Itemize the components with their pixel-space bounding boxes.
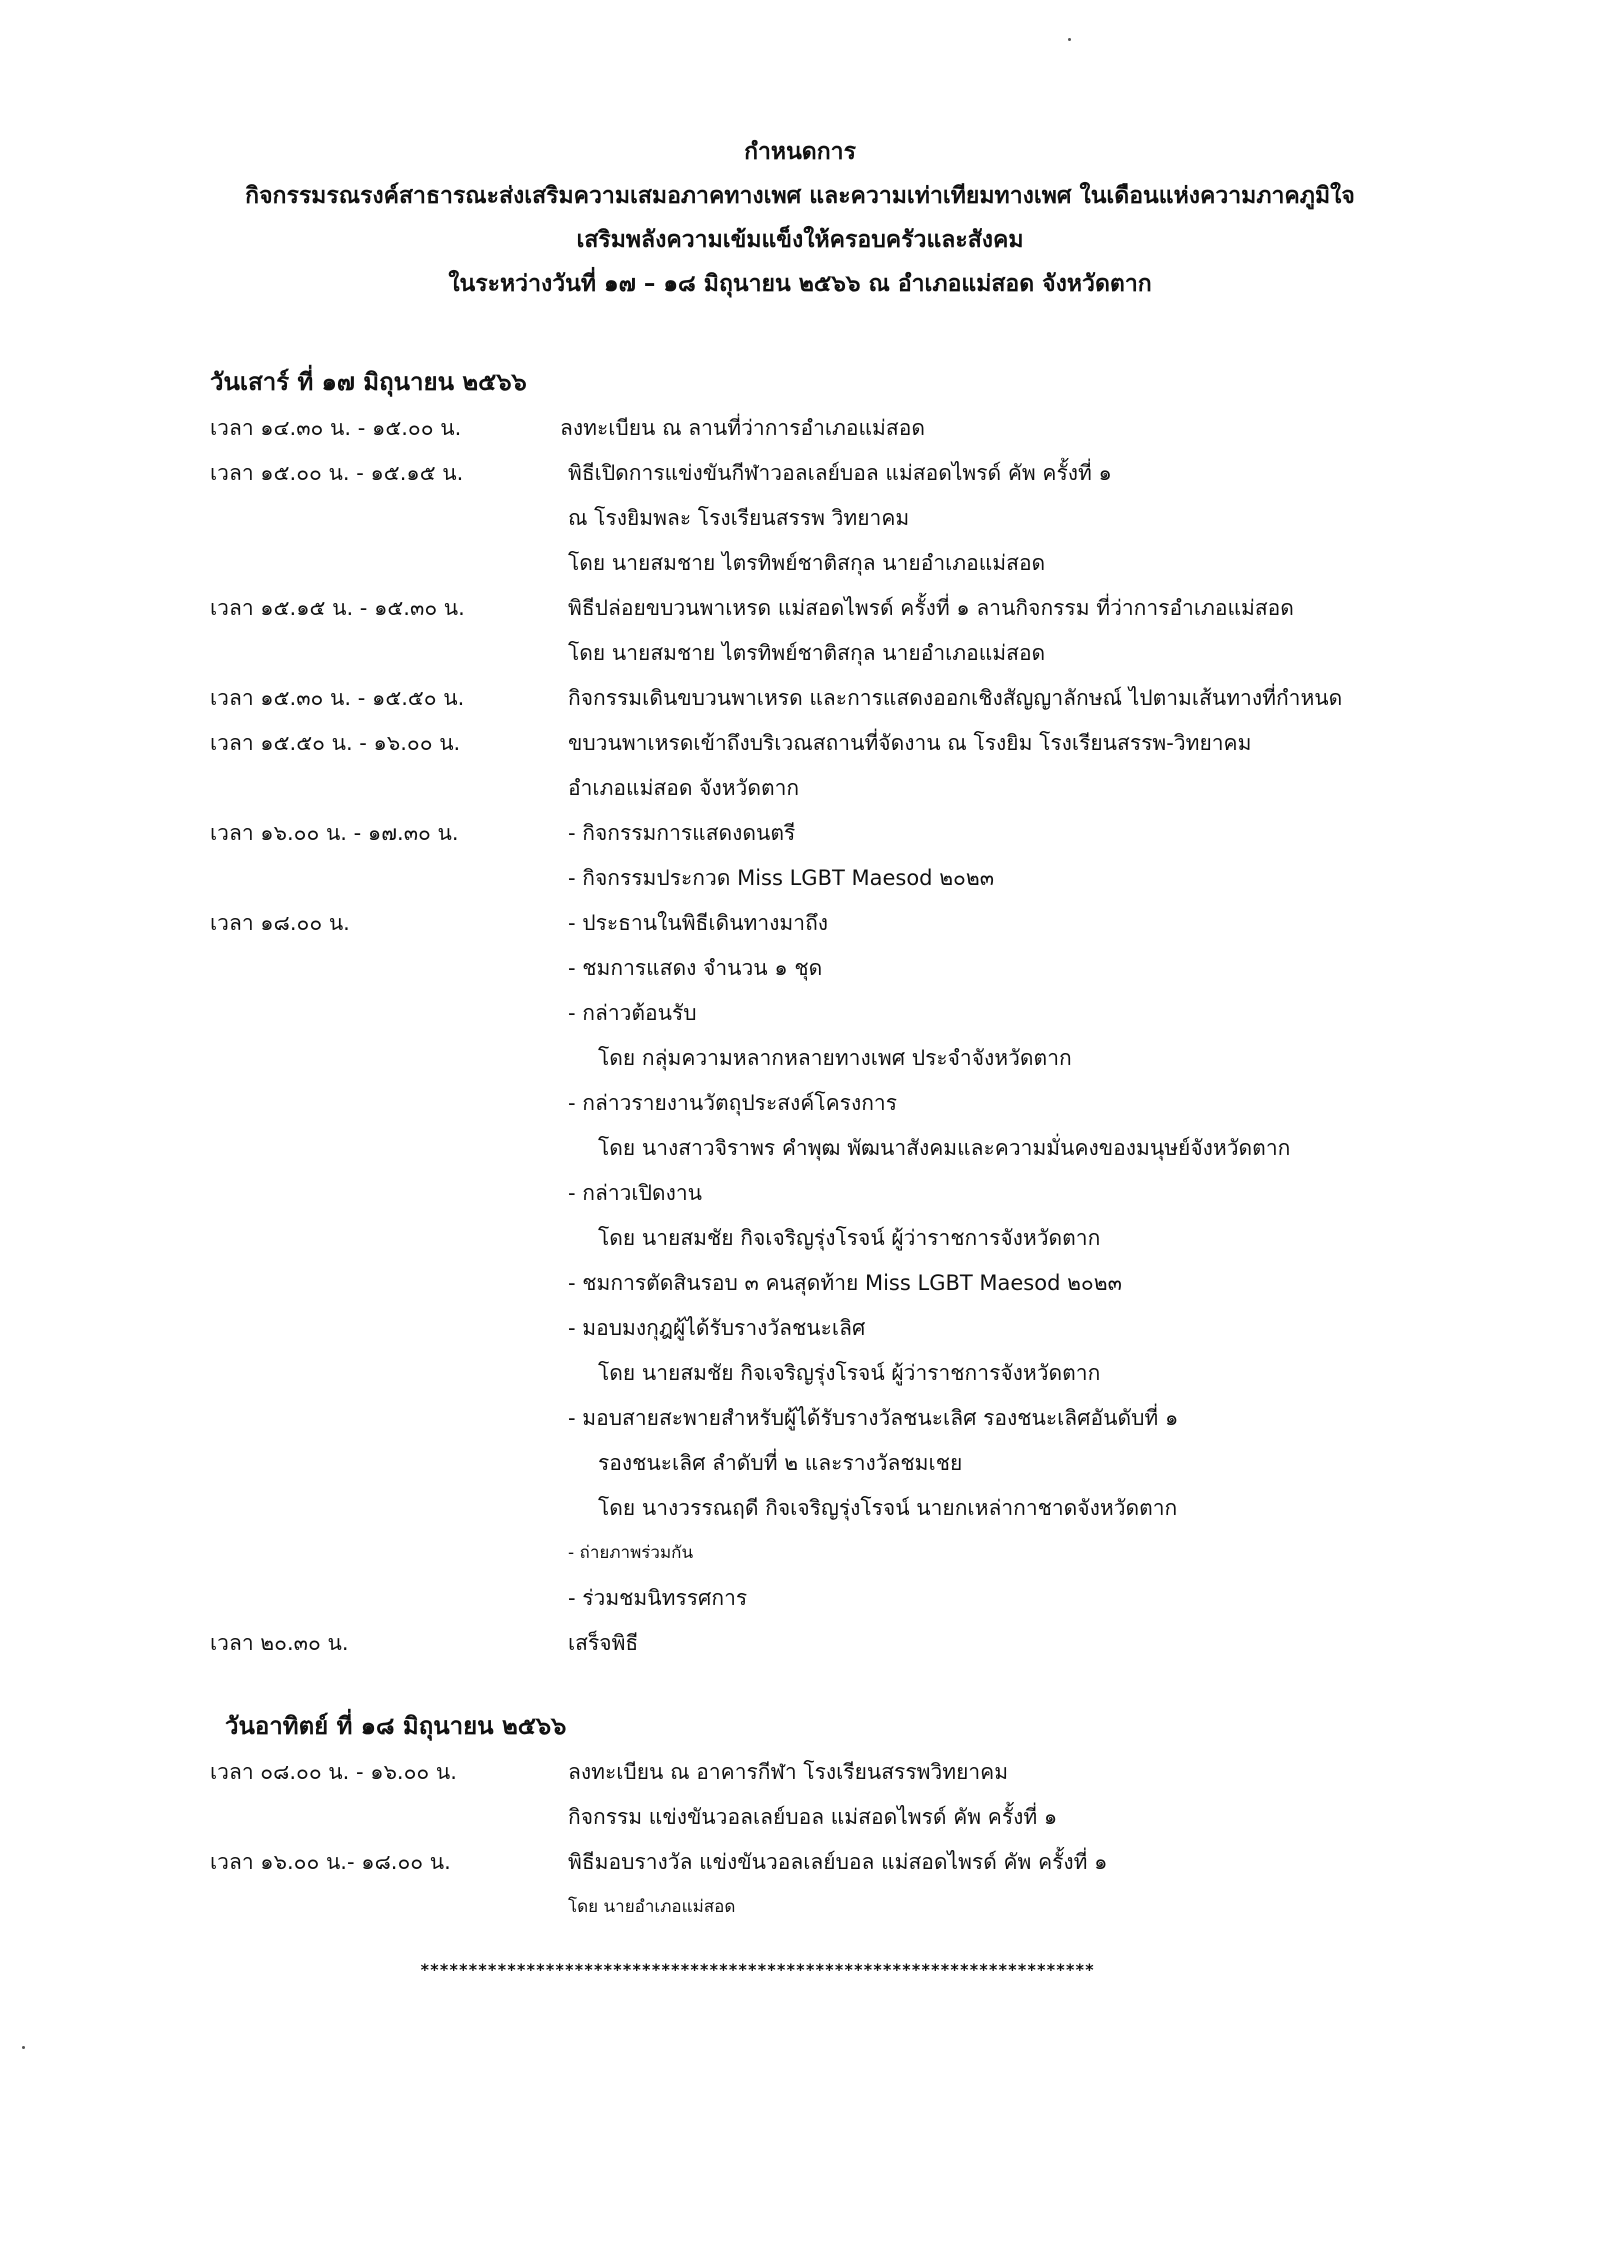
schedule-row (0, 1396, 1600, 1440)
scan-speck (1068, 38, 1071, 41)
schedule-description: - กิจกรรมการแสดงดนตรี (568, 821, 796, 845)
schedule-row (0, 1885, 1600, 1929)
schedule-time: เวลา ๑๔.๓๐ น. - ๑๕.๐๐ น. (210, 416, 462, 440)
schedule-row (0, 1750, 1600, 1794)
activity-title: กิจกรรมรณรงค์สาธารณะส่งเสริมความเสมอภาคทางเพศ และความเท่าเทียมทางเพศ ในเดือนแห่งความภาคภูมิใจ (245, 183, 1355, 209)
schedule-description: โดย นายอำเภอแม่สอด (568, 1897, 736, 1917)
schedule-description: เสร็จพิธี (568, 1631, 639, 1655)
schedule-description: กิจกรรม แข่งขันวอลเลย์บอล แม่สอดไพรด์ คัพ ครั้งที่ ๑ (568, 1805, 1058, 1829)
scan-speck (22, 2046, 25, 2049)
schedule-description: - กิจกรรมประกวด Miss LGBT Maesod ๒๐๒๓ (568, 866, 995, 890)
schedule-description: - ถ่ายภาพร่วมกัน (568, 1543, 694, 1563)
schedule-row (0, 946, 1600, 990)
schedule-row (0, 721, 1600, 765)
schedule-description: โดย นายสมชัย กิจเจริญรุ่งโรจน์ ผู้ว่าราชการจังหวัดตาก (598, 1361, 1101, 1385)
schedule-row (0, 1171, 1600, 1215)
schedule-description: - กล่าวเปิดงาน (568, 1181, 702, 1205)
schedule-description: โดย นายสมชาย ไตรทิพย์ชาติสกุล นายอำเภอแม่สอด (568, 641, 1046, 665)
schedule-row (0, 1261, 1600, 1305)
schedule-description: - ประธานในพิธีเดินทางมาถึง (568, 911, 829, 935)
schedule-time: เวลา ๑๘.๐๐ น. (210, 911, 350, 935)
end-separator: ********************************************************************** (420, 1960, 1095, 1979)
schedule-description: - กล่าวต้อนรับ (568, 1001, 697, 1025)
schedule-row (0, 676, 1600, 720)
day1-heading: วันเสาร์ ที่ ๑๗ มิถุนายน ๒๕๖๖ (210, 368, 527, 396)
day2-heading: วันอาทิตย์ ที่ ๑๘ มิถุนายน ๒๕๖๖ (225, 1712, 567, 1740)
schedule-description: - กล่าวรายงานวัตถุประสงค์โครงการ (568, 1091, 897, 1115)
schedule-row (0, 811, 1600, 855)
schedule-row (0, 1126, 1600, 1170)
schedule-description: ลงทะเบียน ณ ลานที่ว่าการอำเภอแม่สอด (560, 416, 925, 440)
schedule-description: โดย นางวรรณฤดี กิจเจริญรุ่งโรจน์ นายกเหล่ากาชาดจังหวัดตาก (598, 1496, 1178, 1520)
schedule-row (0, 496, 1600, 540)
schedule-row (0, 631, 1600, 675)
schedule-row (0, 1795, 1600, 1839)
schedule-row (0, 586, 1600, 630)
schedule-description: พิธีเปิดการแข่งขันกีฬาวอลเลย์บอล แม่สอดไพรด์ คัพ ครั้งที่ ๑ (568, 461, 1112, 485)
schedule-description: - ร่วมชมนิทรรศการ (568, 1586, 748, 1610)
schedule-time: เวลา ๒๐.๓๐ น. (210, 1631, 349, 1655)
schedule-time: เวลา ๑๕.๓๐ น. - ๑๕.๕๐ น. (210, 686, 465, 710)
schedule-row (0, 1621, 1600, 1665)
schedule-description: กิจกรรมเดินขบวนพาเหรด และการแสดงออกเชิงสัญญาลักษณ์ ไปตามเส้นทางที่กำหนด (568, 686, 1343, 710)
schedule-time: เวลา ๑๕.๑๕ น. - ๑๕.๓๐ น. (210, 596, 465, 620)
schedule-time: เวลา ๑๖.๐๐ น.- ๑๘.๐๐ น. (210, 1850, 451, 1874)
schedule-time: เวลา ๐๘.๐๐ น. - ๑๖.๐๐ น. (210, 1760, 457, 1784)
document-title: กำหนดการ (744, 139, 856, 165)
activity-dates: ในระหว่างวันที่ ๑๗ – ๑๘ มิถุนายน ๒๕๖๖ ณ อำเภอแม่สอด จังหวัดตาก (448, 271, 1152, 297)
schedule-row (0, 1216, 1600, 1260)
schedule-description: โดย นายสมชัย กิจเจริญรุ่งโรจน์ ผู้ว่าราชการจังหวัดตาก (598, 1226, 1101, 1250)
schedule-description: ลงทะเบียน ณ อาคารกีฬา โรงเรียนสรรพวิทยาคม (568, 1760, 1009, 1784)
schedule-description: อำเภอแม่สอด จังหวัดตาก (568, 776, 800, 800)
schedule-row (0, 406, 1600, 450)
schedule-description: โดย นางสาวจิราพร คำพุฒ พัฒนาสังคมและความมั่นคงของมนุษย์จังหวัดตาก (598, 1136, 1291, 1160)
document-header (160, 130, 1440, 306)
schedule-description: ขบวนพาเหรดเข้าถึงบริเวณสถานที่จัดงาน ณ โรงยิม โรงเรียนสรรพ-วิทยาคม (568, 731, 1252, 755)
schedule-row (0, 991, 1600, 1035)
schedule-description: - ชมการแสดง จำนวน ๑ ชุด (568, 956, 823, 980)
schedule-row (0, 1441, 1600, 1485)
schedule-row (0, 1306, 1600, 1350)
schedule-row (0, 901, 1600, 945)
schedule-row (0, 856, 1600, 900)
schedule-description: พิธีปล่อยขบวนพาเหรด แม่สอดไพรด์ ครั้งที่ ๑ ลานกิจกรรม ที่ว่าการอำเภอแม่สอด (568, 596, 1294, 620)
schedule-row (0, 766, 1600, 810)
schedule-time: เวลา ๑๖.๐๐ น. - ๑๗.๓๐ น. (210, 821, 459, 845)
schedule-description: พิธีมอบรางวัล แข่งขันวอลเลย์บอล แม่สอดไพรด์ คัพ ครั้งที่ ๑ (568, 1850, 1108, 1874)
schedule-description: ณ โรงยิมพละ โรงเรียนสรรพ วิทยาคม (568, 506, 910, 530)
schedule-row (0, 1036, 1600, 1080)
schedule-row (0, 541, 1600, 585)
schedule-row (0, 1840, 1600, 1884)
schedule-row (0, 1531, 1600, 1575)
schedule-description: - มอบสายสะพายสำหรับผู้ได้รับรางวัลชนะเลิศ รองชนะเลิศอันดับที่ ๑ (568, 1406, 1179, 1430)
schedule-row (0, 1081, 1600, 1125)
schedule-description: โดย กลุ่มความหลากหลายทางเพศ ประจำจังหวัดตาก (598, 1046, 1072, 1070)
schedule-time: เวลา ๑๕.๕๐ น. - ๑๖.๐๐ น. (210, 731, 461, 755)
schedule-row (0, 1576, 1600, 1620)
schedule-description: รองชนะเลิศ ลำดับที่ ๒ และรางวัลชมเชย (598, 1451, 963, 1475)
schedule-description: - มอบมงกุฎผู้ได้รับรางวัลชนะเลิศ (568, 1316, 866, 1340)
schedule-time: เวลา ๑๕.๐๐ น. - ๑๕.๑๕ น. (210, 461, 464, 485)
schedule-description: - ชมการตัดสินรอบ ๓ คนสุดท้าย Miss LGBT Maesod ๒๐๒๓ (568, 1271, 1122, 1295)
schedule-description: โดย นายสมชาย ไตรทิพย์ชาติสกุล นายอำเภอแม่สอด (568, 551, 1046, 575)
schedule-row (0, 451, 1600, 495)
activity-subtitle: เสริมพลังความเข้มแข็งให้ครอบครัวและสังคม (576, 227, 1024, 253)
schedule-row (0, 1351, 1600, 1395)
schedule-row (0, 1486, 1600, 1530)
